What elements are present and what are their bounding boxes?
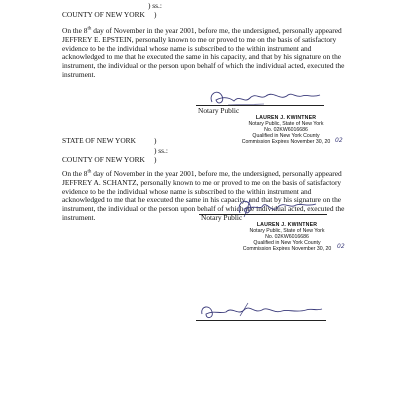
county-paren-2: ) [154, 155, 157, 164]
county-paren: ) [154, 10, 157, 19]
ack-body-2: day of November in the year 2001, before me, the undersigned, personally appeared JEFFREY A. SCHANTZ, personally known to me or proved to me on the basis of satisfactory evidence to be the individual whose name is subscribed to the within instrument and acknowledged to me that he executed the same in his capacity, and that by his signature on the instrument, the individual or the person upon behalf of which the individual acted, executed the instrument. [62, 169, 345, 222]
stamp-line-4-2: Qualified in New York County [253, 240, 321, 246]
ss-label: ) ss.: [148, 1, 162, 10]
stamp-year-handwritten-1: 02 [335, 137, 343, 144]
ack-superscript: th [87, 26, 92, 32]
signer-signature-line [196, 320, 326, 321]
acknowledgment-paragraph-epstein [62, 27, 352, 80]
stamp-line-5: Commission Expires November 30, 20 [241, 139, 331, 145]
ss-label-2: ) ss.: [154, 146, 168, 155]
notary-public-label-1: Notary Public [198, 106, 240, 115]
ack-prefix-2: On the 8 [62, 169, 88, 178]
stamp-line-4: Qualified in New York County [252, 133, 320, 139]
ack-body: day of November in the year 2001, before me, the undersigned, personally appeared JEFFREY E. EPSTEIN, personally known to me or proved to me on the basis of satisfactory evidence to be the individual whose name is subscribed to the within instrument and acknowledged to me that he executed the same in his capacity, and that by his signature on the instrument, the individual or the person upon behalf of which the individual acted, executed the instrument. [62, 26, 345, 79]
stamp-year-handwritten-2: 02 [337, 243, 345, 250]
stamp-name-2: LAUREN J. KWINTNER [256, 222, 318, 228]
notary-stamp-2 [232, 222, 342, 252]
stamp-line-2-2: Notary Public, State of New York [249, 228, 325, 234]
stamp-line-5-2: Commission Expires November 30, 20 [242, 246, 332, 252]
county-label: COUNTY OF NEW YORK [62, 10, 145, 19]
notary-stamp-1 [231, 115, 341, 145]
state-paren: ) [154, 136, 157, 145]
ack-prefix: On the 8 [62, 26, 88, 35]
county-label-2: COUNTY OF NEW YORK [62, 155, 145, 164]
state-label: STATE OF NEW YORK [62, 136, 136, 145]
notary-public-label-2: Notary Public [201, 213, 243, 222]
stamp-line-3-2: No. 02KW6016686 [265, 234, 309, 240]
stamp-line-2: Notary Public, State of New York [248, 121, 324, 127]
ack-superscript-2: th [87, 169, 92, 175]
stamp-line-3: No. 02KW6016686 [264, 127, 308, 133]
stamp-name: LAUREN J. KWINTNER [255, 115, 317, 121]
